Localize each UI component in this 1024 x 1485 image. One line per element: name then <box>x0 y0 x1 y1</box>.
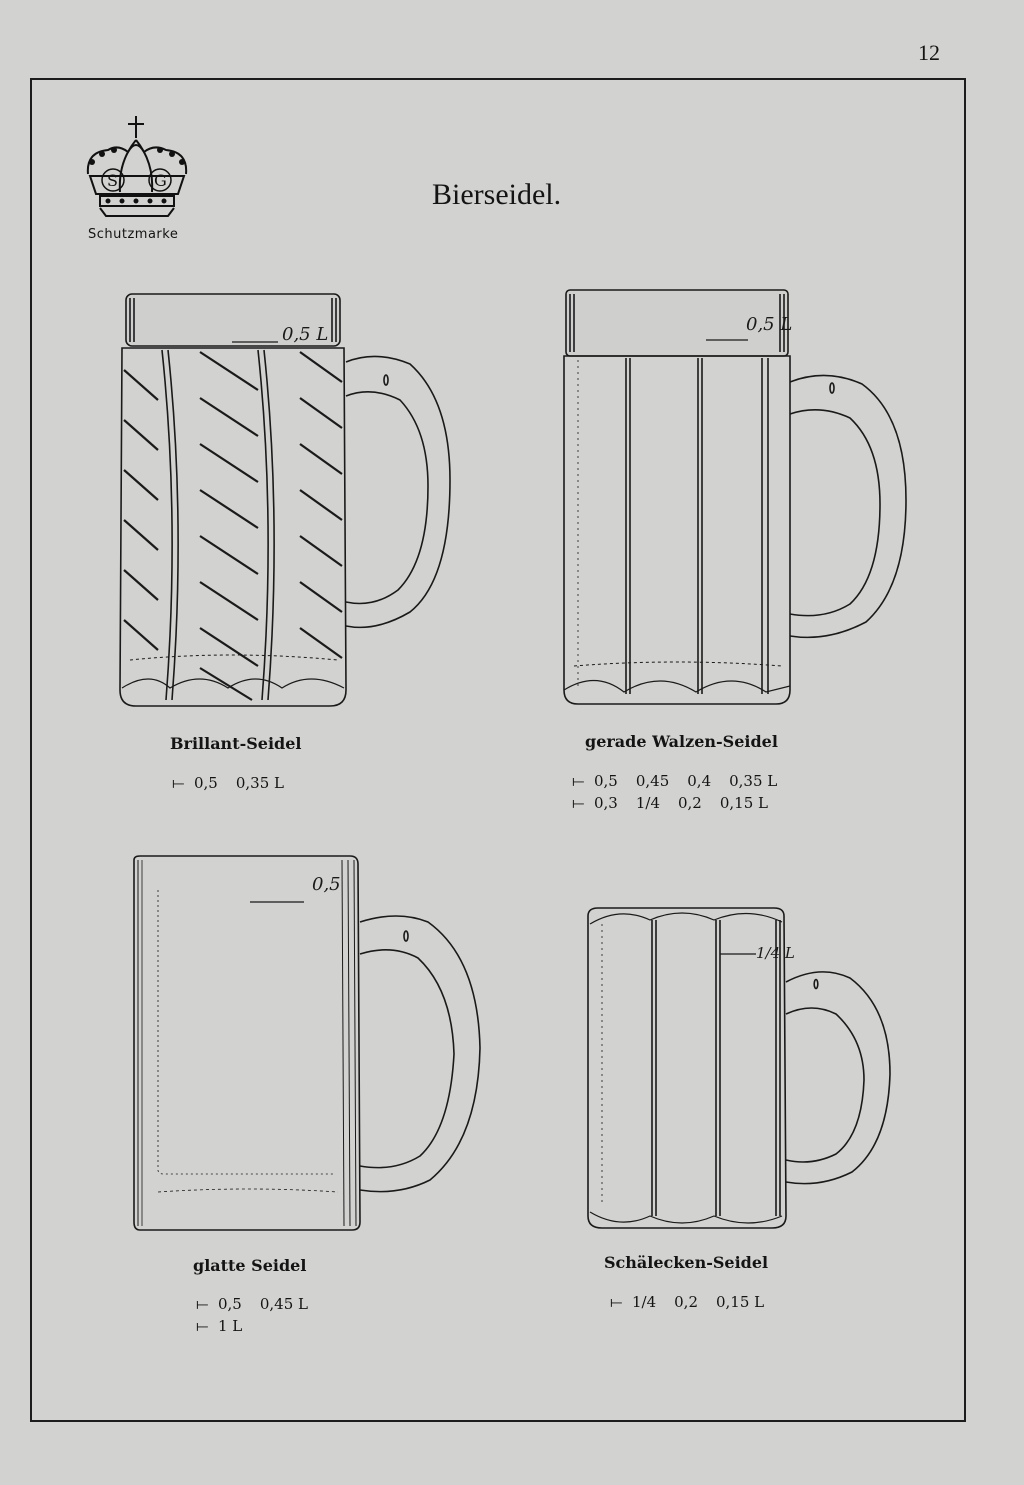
crown-logo-icon <box>78 112 198 242</box>
fill-mark-label: 1/4 L <box>756 944 795 962</box>
size-value: 0,5 <box>194 774 218 792</box>
size-value: 0,2 <box>674 1293 698 1311</box>
glatte-seidel-drawing <box>128 850 488 1240</box>
item-name-brillant: Brillant-Seidel <box>170 734 302 753</box>
fill-mark-label: 0,5 <box>312 874 341 895</box>
page-title: Bierseidel. <box>432 178 562 211</box>
page-number: 12 <box>918 40 940 65</box>
schaelecken-seidel-drawing <box>580 904 900 1234</box>
item-name-walzen: gerade Walzen-Seidel <box>585 732 778 751</box>
size-value: 0,35 L <box>729 772 778 790</box>
size-value: 0,15 L <box>719 794 768 812</box>
size-value: 0,45 <box>635 772 670 790</box>
fill-mark-label: 0,5 L <box>282 324 329 345</box>
logo-label: Schutzmarke <box>88 227 179 242</box>
size-value: 0,5 <box>218 1295 242 1313</box>
item-name-schaelecken: Schälecken-Seidel <box>604 1253 769 1272</box>
sizes-walzen: ⟝ 0,5 0,45 0,4 0,35 L ⟝ 0,3 1/4 0,2 0,15 L <box>572 772 778 812</box>
size-value: 0,5 <box>594 772 618 790</box>
brillant-seidel-drawing <box>110 290 470 720</box>
size-value: 1 L <box>218 1317 243 1335</box>
size-value: 0,4 <box>687 772 712 790</box>
logo-letter-s: S <box>107 171 118 190</box>
item-name-glatte: glatte Seidel <box>193 1256 307 1275</box>
size-value: 0,3 <box>594 794 618 812</box>
size-value: 0,35 L <box>235 774 284 792</box>
fill-mark-label: 0,5 L <box>746 314 793 335</box>
size-value: 1/4 <box>635 794 660 812</box>
size-value: 0,45 L <box>259 1295 308 1313</box>
size-value: 0,2 <box>678 794 702 812</box>
sizes-brillant: ⟝ 0,5 0,35 L <box>172 774 284 792</box>
walzen-seidel-drawing <box>556 286 916 716</box>
size-value: 1/4 <box>632 1293 657 1311</box>
sizes-schaelecken: ⟝ 1/4 0,2 0,15 L <box>610 1293 765 1311</box>
logo-letter-g: G <box>154 171 167 190</box>
sizes-glatte: ⟝ 0,5 0,45 L ⟝ 1 L <box>196 1295 308 1335</box>
size-value: 0,15 L <box>716 1293 765 1311</box>
